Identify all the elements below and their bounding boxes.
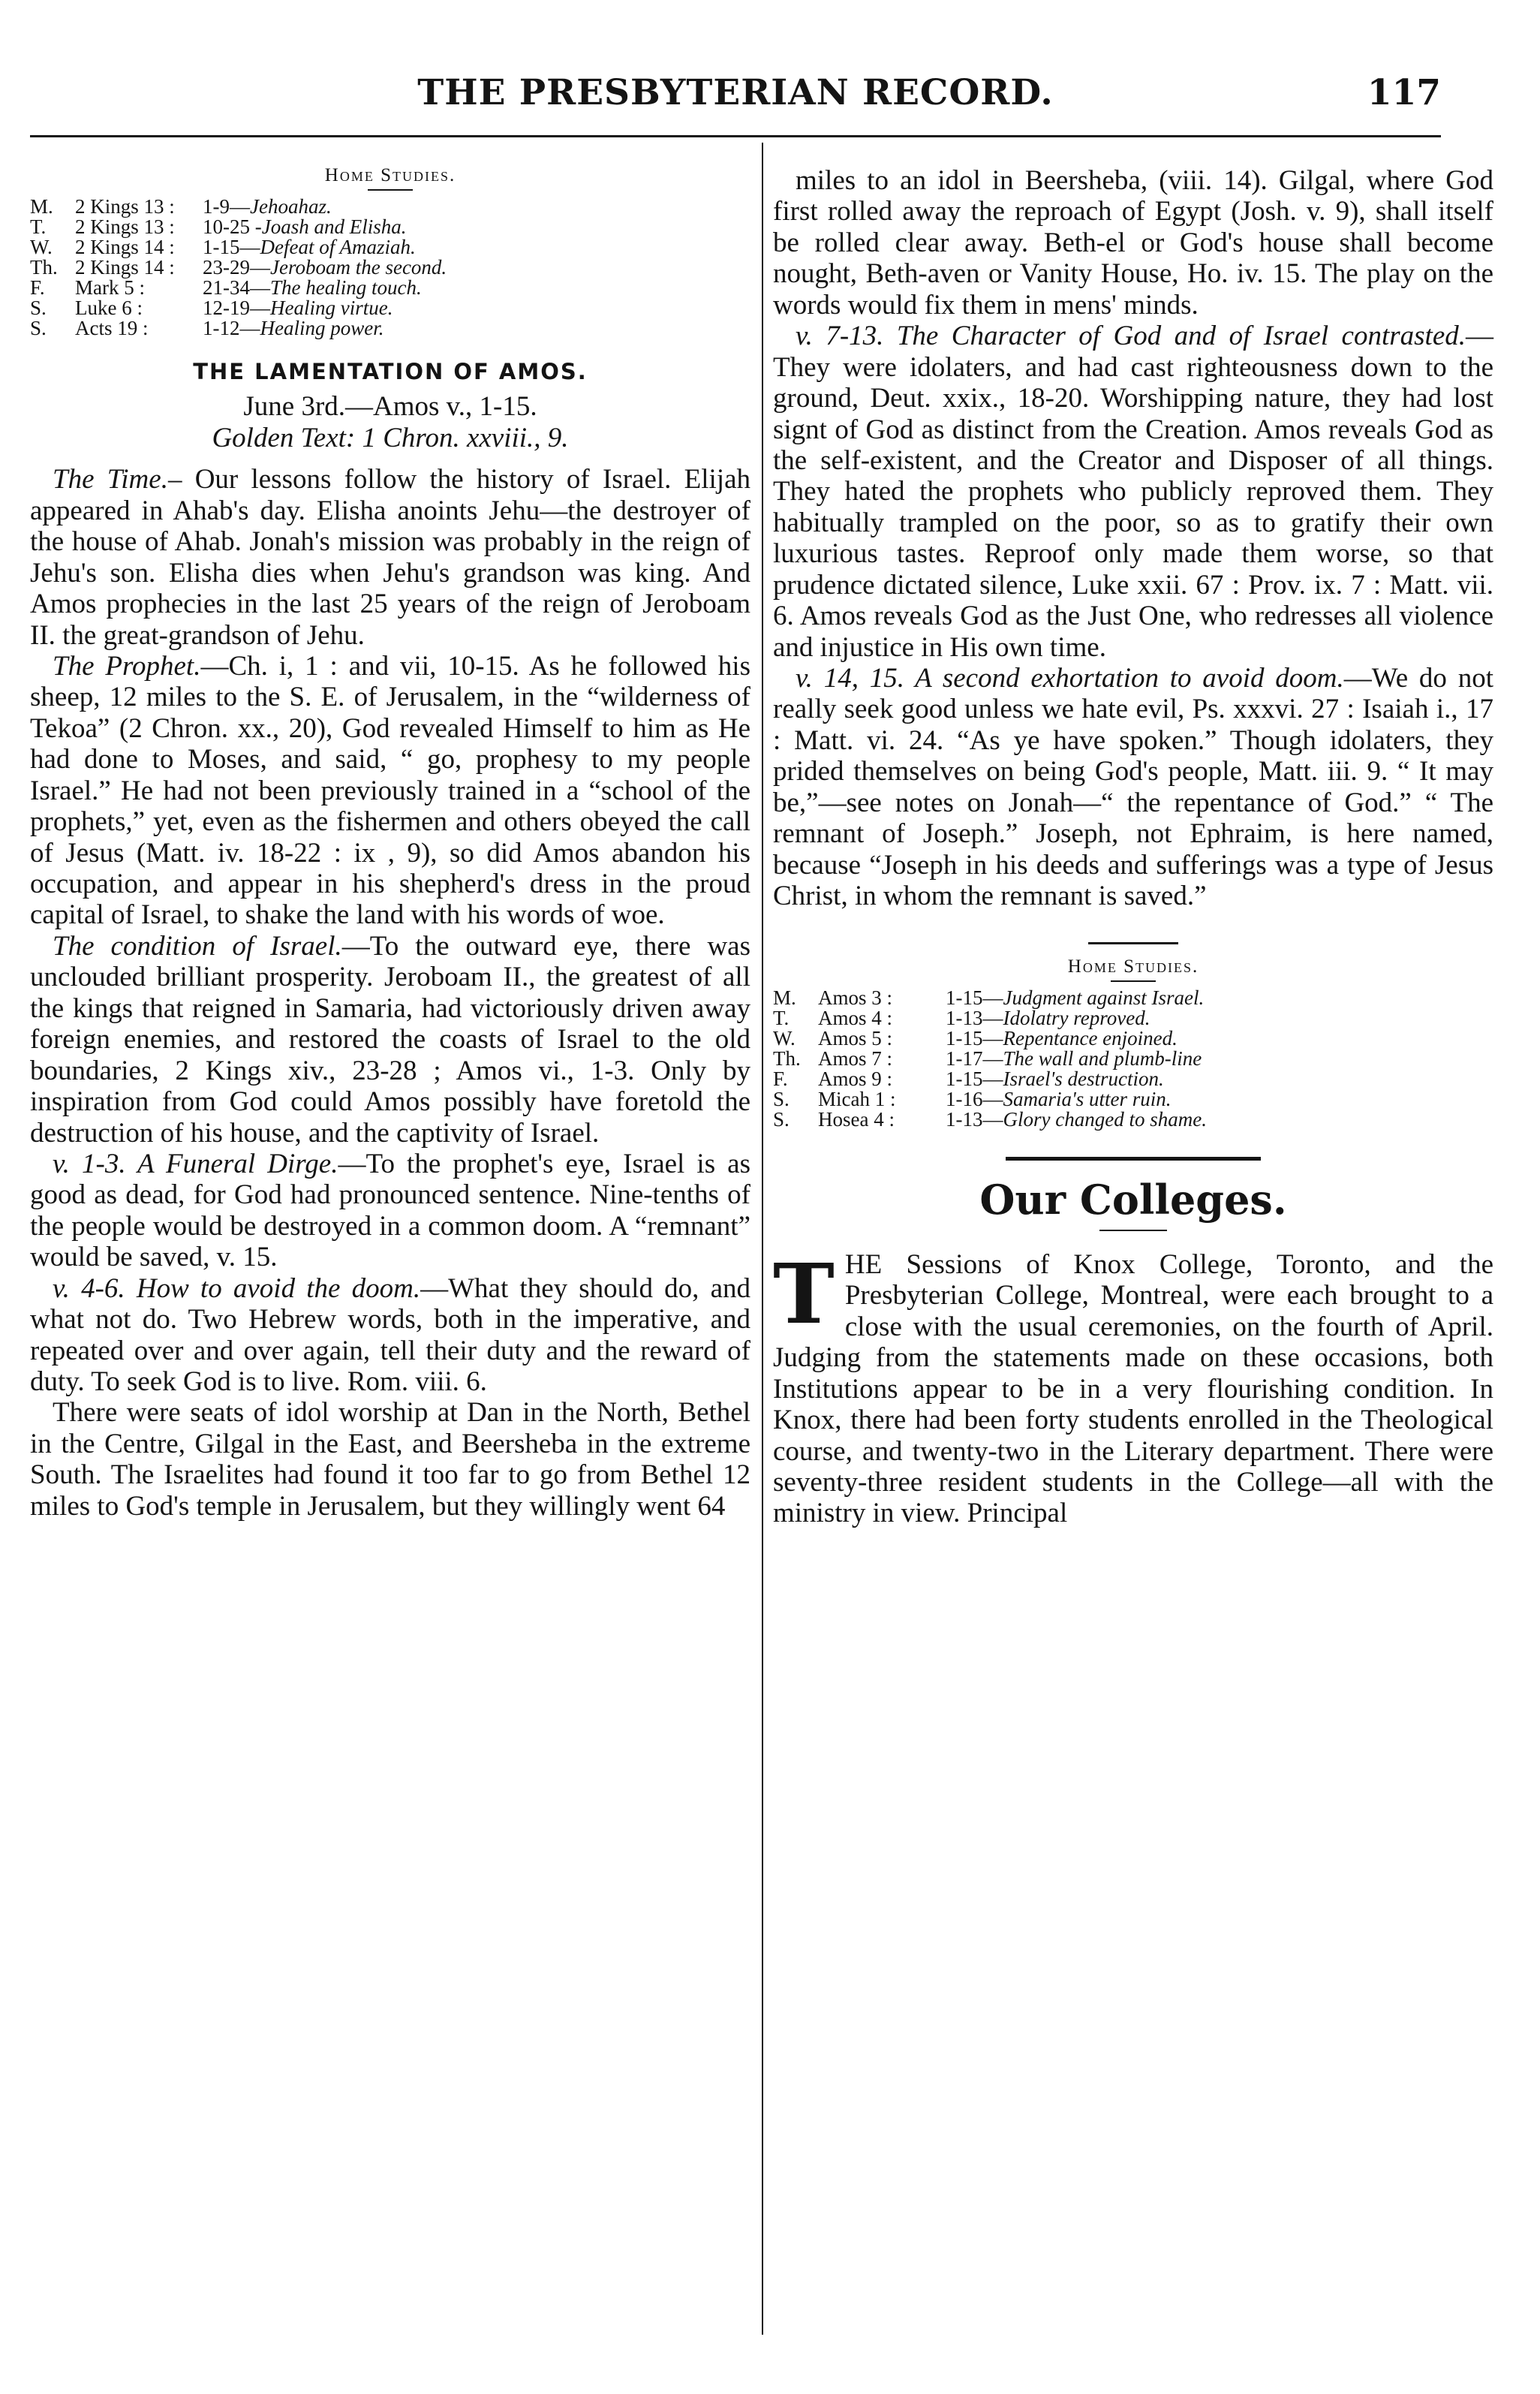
home-study-day: F. — [773, 1067, 788, 1090]
home-study-ref: 1-15— — [946, 986, 1003, 1009]
home-study-book: Luke 6 : — [75, 297, 143, 319]
paragraph — [773, 663, 1493, 912]
home-study-day: T. — [773, 1006, 790, 1029]
home-study-row — [30, 278, 750, 298]
paragraph-label: The Prophet. — [53, 650, 201, 682]
right-paragraphs — [773, 165, 1493, 912]
home-study-ref: 1-16— — [946, 1087, 1003, 1110]
paragraph-text: —To the prophet's eye, Israel is as good as dead, for God had pronounced sentence. Nine-tenths of the people would be destroyed in a common doom. A “remnant” would be saved, v. 15. — [30, 1148, 750, 1273]
lesson-date: June 3rd.—Amos v., 1-15. — [243, 391, 537, 423]
colleges-heading-rule — [1099, 1230, 1167, 1231]
paragraph-label: v. 1-3. A Funeral Dirge. — [53, 1148, 338, 1179]
home-study-ref: 12-19— — [203, 297, 270, 319]
home-study-ref: 1-17— — [946, 1046, 1003, 1070]
paragraph — [30, 1397, 750, 1522]
home-study-topic: Defeat of Amaziah. — [260, 236, 416, 258]
home-studies-heading: Home Studies. — [324, 165, 456, 185]
lesson-title: THE LAMENTATION OF AMOS. — [193, 359, 588, 384]
home-study-topic: Jehoahaz. — [250, 195, 332, 218]
home-study-topic: Glory changed to shame. — [1003, 1107, 1207, 1131]
home-study-row — [773, 1028, 1493, 1049]
home-study-ref: 1-15— — [203, 236, 260, 258]
home-study-book: Hosea 4 : — [818, 1107, 895, 1131]
paragraph — [30, 1149, 750, 1273]
home-study-book: Amos 7 : — [818, 1046, 893, 1070]
home-studies-heading-2: Home Studies. — [1067, 956, 1199, 977]
home-study-book: Amos 3 : — [818, 986, 893, 1009]
drop-cap: T — [773, 1245, 835, 1342]
home-study-topic: The healing touch. — [270, 276, 422, 299]
home-study-day: F. — [30, 276, 45, 299]
paragraph — [773, 321, 1493, 663]
home-study-book: Amos 4 : — [818, 1006, 893, 1029]
home-study-book: Micah 1 : — [818, 1087, 896, 1110]
home-study-day: S. — [773, 1107, 790, 1131]
home-study-day: S. — [30, 317, 47, 339]
home-study-topic: Jeroboam the second. — [270, 256, 447, 279]
home-study-topic: Repentance enjoined. — [1003, 1026, 1178, 1049]
home-study-book: Amos 9 : — [818, 1067, 893, 1090]
golden-text: Golden Text: 1 Chron. xxviii., 9. — [212, 422, 569, 453]
home-study-ref: 1-15— — [946, 1067, 1003, 1090]
home-study-book: 2 Kings 13 : — [75, 215, 175, 238]
colleges-text: HE Sessions of Knox College, Toronto, and the Presbyterian College, Montreal, were each brought to a close with the usual ceremonies, on the fourth of April. Judging from the statements made on these occasions, both Institutions appear to be in a very flourishing condition. In Knox, there had been forty students enrolled in the Theological course, and twenty-two in the Literary department. There were seventy-three resident students in the College—all with the ministry in view. Principal — [773, 1248, 1493, 1529]
home-study-row — [30, 318, 750, 339]
home-study-ref: 1-13— — [946, 1107, 1003, 1131]
paragraph-label: v. 14, 15. A second exhortation to avoid doom. — [796, 663, 1344, 694]
home-studies-list — [30, 197, 750, 339]
right-column — [773, 165, 1493, 1529]
home-study-row — [773, 1069, 1493, 1089]
home-study-row — [30, 197, 750, 217]
page-number: 117 — [1367, 72, 1441, 113]
home-study-row — [30, 298, 750, 318]
home-study-row — [30, 237, 750, 257]
paragraph — [30, 651, 750, 931]
home-study-book: 2 Kings 14 : — [75, 256, 175, 279]
home-study-topic: Healing virtue. — [270, 297, 393, 319]
home-study-ref: 1-13— — [946, 1006, 1003, 1029]
home-study-topic: Samaria's utter ruin. — [1003, 1087, 1172, 1110]
home-study-ref: 10-25 - — [203, 215, 262, 238]
home-study-book: Amos 5 : — [818, 1026, 893, 1049]
paragraph-text: —They were idolaters, and had cast righteousness down to the ground, Deut. xxix., 18-20. Worshipping nature, they had lost signt of God as distinct from the Creation. Amos reveals God as the self-existent, and the Creator and Disposer of all things. They hated the prophets who publicly reproved them. They habitually trampled on the poor, so as to gratify their own luxurious tastes. Reproof only made them worse, so that prudence dictated silence, Luke xxii. 67 : Prov. ix. 7 : Matt. vii. 6. Amos reveals God as the Just One, who redresses all violence and injustice in His own time. — [773, 321, 1493, 663]
colleges-heading: Our Colleges. — [979, 1175, 1287, 1224]
left-paragraphs — [30, 464, 750, 1522]
home-study-topic: Joash and Elisha. — [261, 215, 407, 238]
home-study-row — [30, 217, 750, 237]
paragraph-label: The Time. — [53, 464, 168, 495]
home-study-topic: Healing power. — [260, 317, 384, 339]
page-header — [30, 72, 1441, 140]
home-study-day: Th. — [773, 1046, 801, 1070]
paragraph — [30, 1273, 750, 1398]
home-study-day: M. — [30, 195, 53, 218]
journal-title: THE PRESBYTERIAN RECORD. — [417, 72, 1054, 113]
home-study-topic: Idolatry reproved. — [1003, 1006, 1150, 1029]
section-rule — [1088, 942, 1178, 944]
paragraph-text: miles to an idol in Beersheba, (viii. 14). Gilgal, where God first rolled away the reproach of Egypt (Josh. v. 9), shall itself be rolled clear away. Beth-el or God's house shall become nought, Beth-aven or Vanity House, Ho. iv. 15. The play on the words would fix them in mens' minds. — [773, 165, 1493, 321]
home-studies-list-2 — [773, 988, 1493, 1130]
paragraph — [773, 165, 1493, 321]
left-column — [30, 165, 750, 1522]
home-study-book: 2 Kings 14 : — [75, 236, 175, 258]
home-study-ref: 21-34— — [203, 276, 270, 299]
header-rule — [30, 135, 1441, 137]
home-study-row — [773, 1107, 1493, 1131]
home-study-row — [773, 988, 1493, 1008]
paragraph-label: v. 4-6. How to avoid the doom. — [53, 1272, 421, 1304]
home-study-topic: Judgment against Israel. — [1003, 986, 1205, 1009]
home-study-book: Acts 19 : — [75, 317, 149, 339]
home-study-ref: 1-9— — [203, 195, 250, 218]
home-study-day: W. — [773, 1026, 796, 1049]
paragraph-label: The condition of Israel. — [53, 930, 342, 962]
home-study-book: Mark 5 : — [75, 276, 145, 299]
home-study-ref: 1-15— — [946, 1026, 1003, 1049]
column-divider — [762, 143, 763, 2335]
colleges-rule — [1006, 1157, 1261, 1161]
home-study-row — [773, 1008, 1493, 1028]
home-study-topic: Israel's destruction. — [1003, 1067, 1164, 1090]
home-study-row — [773, 1089, 1493, 1110]
paragraph — [30, 464, 750, 651]
home-studies-rule — [368, 189, 413, 191]
home-study-topic: The wall and plumb-line — [1003, 1046, 1202, 1070]
home-study-day: M. — [773, 986, 796, 1009]
paragraph-text: —Ch. i, 1 : and vii, 10-15. As he followed his sheep, 12 miles to the S. E. of Jerusalem, in the “wilderness of Tekoa” (2 Chron. xx., 20), God revealed Himself to him as He had done to Moses, and said, “ go, prophesy to my people Israel.” He had not been previously trained in a “school of the prophets,” yet, even as the fishermen and others obeyed the call of Jesus (Matt. iv. 18-22 : ix , 9), so did Amos abandon his occupation, and appear in his shepherd's dress in the proud capital of Israel, to shake the land with his words of woe. — [30, 650, 750, 931]
home-study-row — [30, 257, 750, 278]
home-study-day: S. — [773, 1087, 790, 1110]
paragraph-label: v. 7-13. The Character of God and of Israel contrasted. — [796, 321, 1466, 352]
paragraph — [30, 931, 750, 1149]
colleges-paragraph — [773, 1245, 1493, 1529]
paragraph-text: —We do not really seek good unless we hate evil, Ps. xxxvi. 27 : Isaiah i., 17 : Matt. vi. 24. “As ye have spoken.” Though idolaters, they prided themselves on being God's people, Matt. iii. 9. “ It may be,”—see notes on Jonah—“ the repentance of God.” “ The remnant of Joseph.” Joseph, not Ephraim, is here named, because “Joseph in his deeds and sufferings was a type of Jesus Christ, in whom the remnant is saved.” — [773, 663, 1493, 912]
home-study-day: T. — [30, 215, 47, 238]
paragraph-text: – Our lessons follow the history of Israel. Elijah appeared in Ahab's day. Elisha anoints Jehu—the destroyer of the house of Ahab. Jonah's mission was probably in the reign of Jehu's son. Elisha dies when Jehu's grandson was king. And Amos prophecies in the last 25 years of the reign of Jeroboam II. the great-grandson of Jehu. — [30, 464, 750, 651]
home-study-row — [773, 1046, 1493, 1070]
home-studies-rule-2 — [1111, 980, 1156, 982]
paragraph-text: There were seats of idol worship at Dan in the North, Bethel in the Centre, Gilgal in the East, and Beersheba in the extreme South. The Israelites had found it too far to go from Bethel 12 miles to God's temple in Jerusalem, but they willingly went 64 — [30, 1397, 750, 1522]
paragraph-text: —To the outward eye, there was unclouded brilliant prosperity. Jeroboam II., the greatest of all the kings that reigned in Samaria, had victoriously driven away foreign enemies, and restored the coasts of Israel to the old boundaries, 2 Kings xiv., 23-28 ; Amos vi., 1-3. Only by inspiration from God could Amos possibly have foretold the destruction of his house, and the captivity of Israel. — [30, 930, 751, 1149]
home-study-book: 2 Kings 13 : — [75, 195, 175, 218]
home-study-day: Th. — [30, 256, 58, 279]
home-study-ref: 23-29— — [203, 256, 270, 279]
home-study-day: S. — [30, 297, 47, 319]
paragraph-text: —What they should do, and what not do. Two Hebrew words, both in the imperative, and repeated over and over again, tell their duty and the reward of duty. To seek God is to live. Rom. viii. 6. — [30, 1272, 750, 1398]
home-study-day: W. — [30, 236, 53, 258]
home-study-ref: 1-12— — [203, 317, 260, 339]
